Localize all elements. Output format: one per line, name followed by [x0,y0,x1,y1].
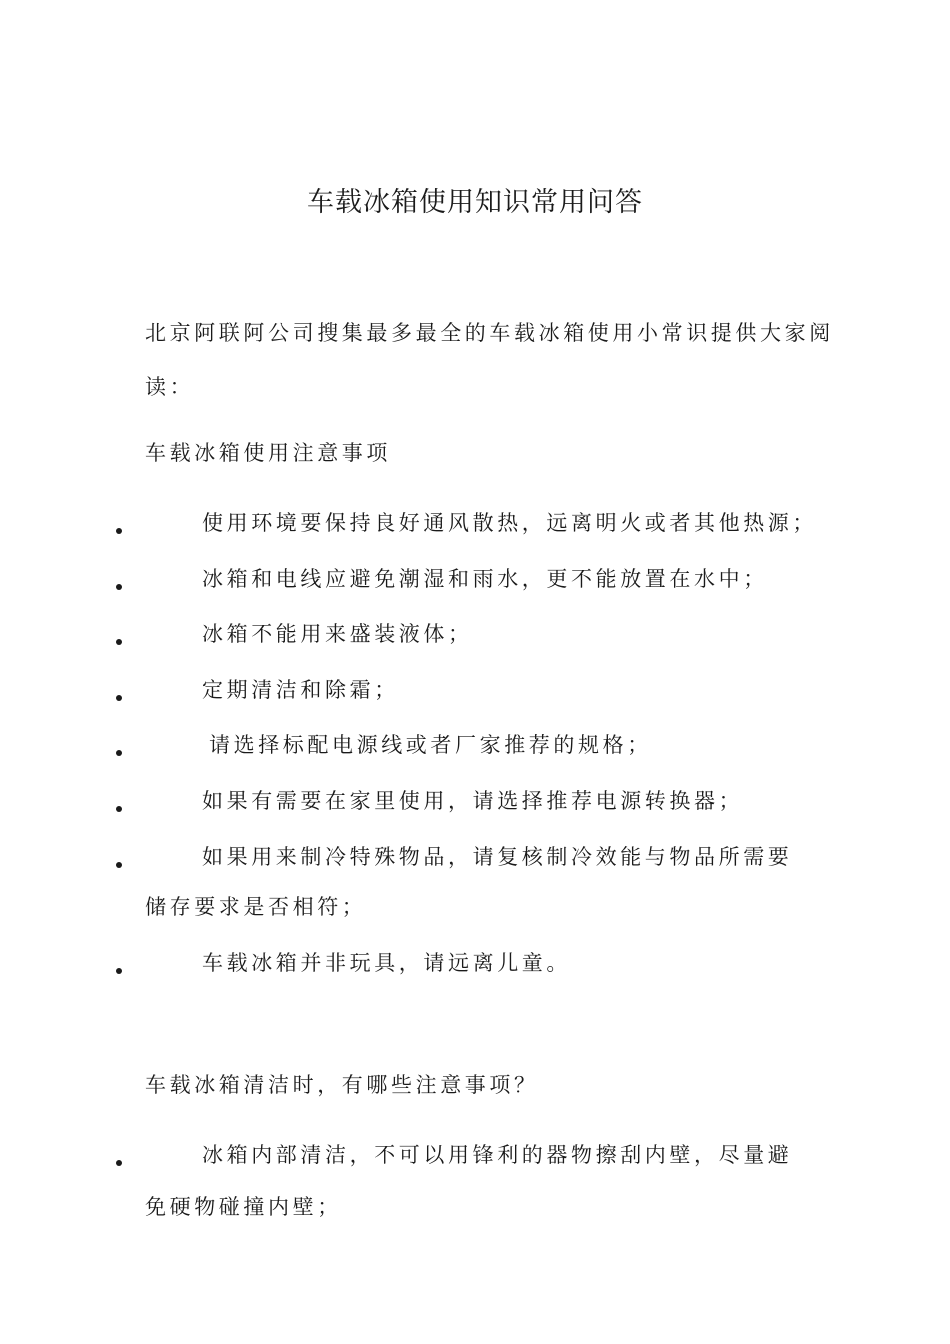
bullet-icon [116,968,122,974]
list-item-text: 车载冰箱并非玩具，请远离儿童。 [202,951,571,975]
list-item-text: 定期清洁和除霜； [202,678,399,702]
list-item-text: 冰箱和电线应避免潮湿和雨水，更不能放置在水中； [202,567,768,591]
list-item [0,552,950,606]
page-title: 车载冰箱使用知识常用问答 [307,187,643,218]
bullet-icon [116,584,122,590]
bullet-icon [116,639,122,645]
bullet-icon [116,528,122,534]
intro-paragraph: 北京阿联阿公司搜集最多最全的车载冰箱使用小常识提供大家阅读： [145,321,834,399]
list-item-continuation: 免硬物碰撞内壁； [145,1195,342,1219]
list-item-continuation: 储存要求是否相符； [145,895,367,919]
bullet-icon [116,750,122,756]
list-item [0,936,950,990]
list-item-text: 如果用来制冷特殊物品，请复核制冷效能与物品所需要 [202,845,793,869]
section-heading-cleaning: 车载冰箱清洁时，有哪些注意事项？ [145,1073,539,1097]
list-item [0,496,950,550]
bullet-icon [116,806,122,812]
list-item-text: 冰箱不能用来盛装液体； [202,622,473,646]
list-item [0,1128,950,1182]
list-item [0,830,950,884]
list-item-text: 使用环境要保持良好通风散热，远离明火或者其他热源； [202,511,817,535]
list-item [0,607,950,661]
bullet-icon [116,862,122,868]
list-item-text: 如果有需要在家里使用，请选择推荐电源转换器； [202,789,744,813]
bullet-icon [116,1160,122,1166]
list-item [0,663,950,717]
section-heading-usage: 车载冰箱使用注意事项 [145,441,391,465]
list-item [0,718,950,772]
bullet-icon [116,695,122,701]
list-item-text: 请选择标配电源线或者厂家推荐的规格； [209,733,652,757]
list-item-text: 冰箱内部清洁，不可以用锋利的器物擦刮内壁，尽量避 [202,1143,793,1167]
list-item [0,774,950,828]
